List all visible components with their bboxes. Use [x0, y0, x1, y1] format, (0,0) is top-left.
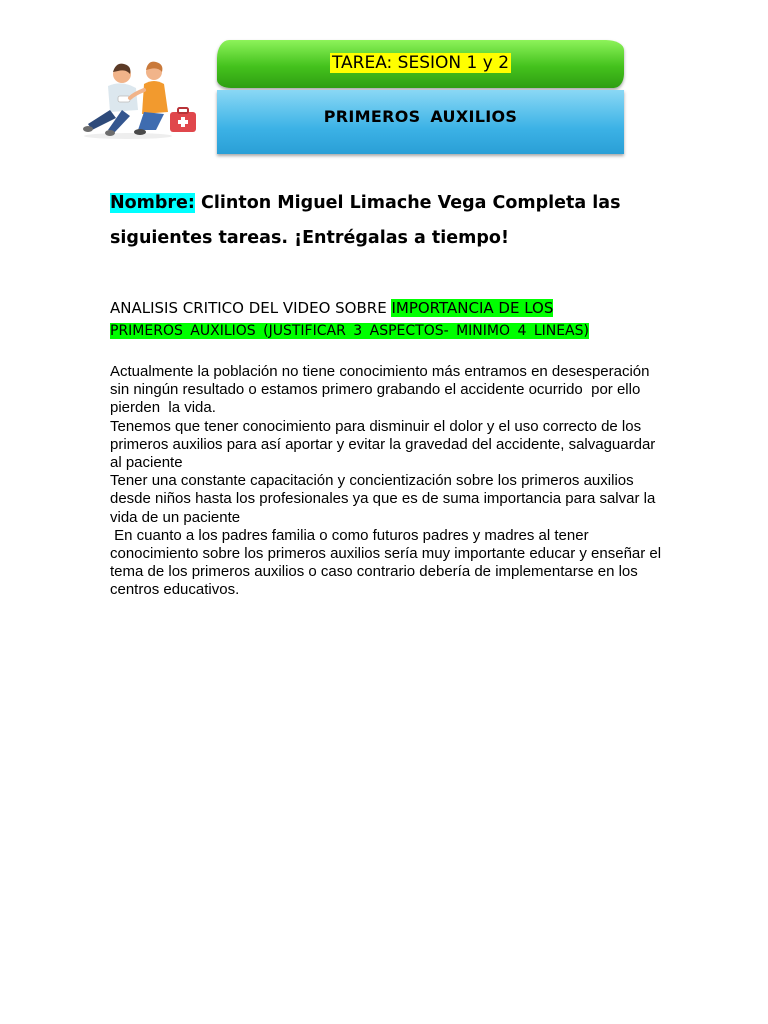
answer-paragraph: Tener una constante capacitación y concientización sobre los primeros auxilios desde niños hasta los profesionales ya que es de suma importancia para salvar la vida de un paciente — [110, 472, 660, 526]
assignment-heading — [110, 186, 650, 256]
subject-highlight-1: IMPORTANCIA DE LOS — [391, 299, 554, 317]
answer-paragraph: Actualmente la población no tiene conocimiento más entramos en desesperación sin ningún resultado o estamos primero grabando el accidente ocurrido por ello pierden la vida. — [110, 363, 654, 417]
subject-highlight-2: PRIMEROS AUXILIOS (JUSTIFICAR 3 ASPECTOS- MINIMO 4 LINEAS) — [110, 323, 589, 339]
task-label: TAREA: SESION 1 y 2 — [331, 53, 510, 73]
assignment-subject — [110, 297, 630, 342]
subject-prefix: ANALISIS CRITICO DEL VIDEO SOBRE — [110, 299, 392, 317]
answer-paragraph: Tenemos que tener conocimiento para disminuir el dolor y el uso correcto de los primeros auxilios para así aportar y evitar la gravedad del accidente, salvaguardar al paciente — [110, 417, 660, 472]
task-banner — [217, 40, 624, 88]
first-aid-illustration — [78, 58, 202, 142]
answer-body — [110, 363, 670, 600]
answer-paragraph: En cuanto a los padres familia o como futuros padres y madres al tener conocimiento sobre los primeros auxilios sería muy importante educar y enseñar el tema de los primeros auxilios o caso contrario debería de implementarse en los centros educativos. — [110, 526, 666, 599]
name-label: Nombre: — [110, 193, 195, 213]
course-banner — [217, 90, 624, 154]
student-name-and-instruction: Clinton Miguel Limache Vega Completa las siguientes tareas. ¡Entrégalas a tiempo! — [110, 193, 621, 248]
course-title: PRIMEROS AUXILIOS — [323, 107, 518, 126]
